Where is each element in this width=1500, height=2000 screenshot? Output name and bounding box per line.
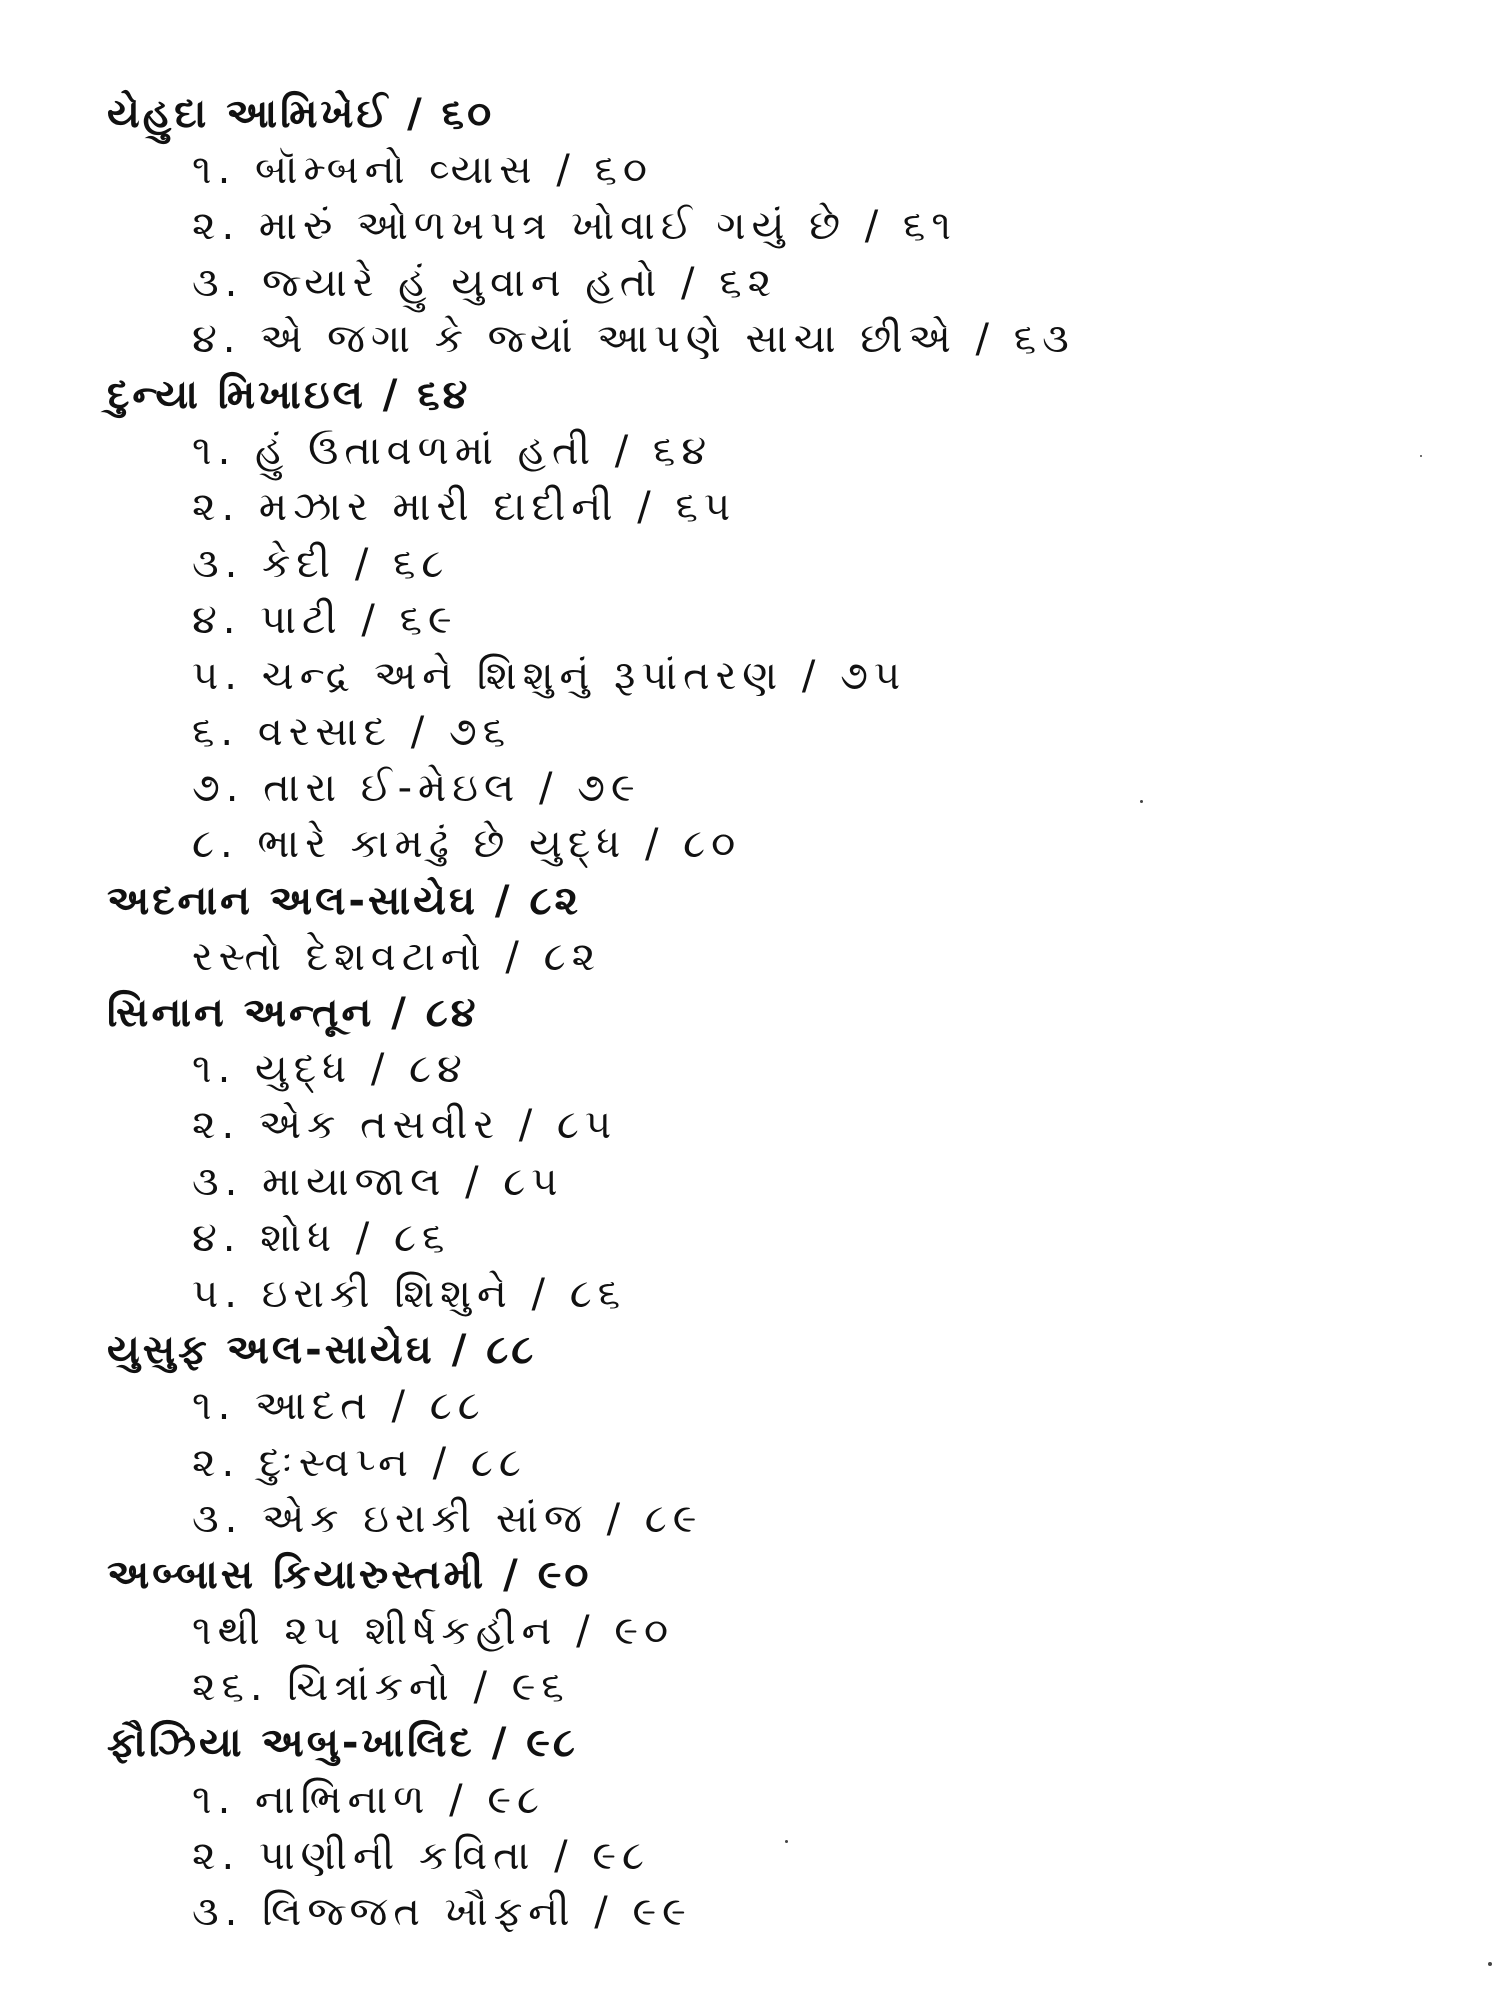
toc-entry: ૧. હું ઉતાવળમાં હતી / ૬૪ bbox=[192, 428, 713, 475]
toc-entry: ૪. શોધ / ૮૬ bbox=[192, 1214, 451, 1261]
toc-entry: ૩. લિજ્જત ખૌફની / ૯૯ bbox=[192, 1889, 692, 1935]
author-heading: અદનાન અલ-સાયેઘ / ૮૨ bbox=[107, 877, 581, 924]
toc-section-abu-khalid bbox=[0, 1715, 1500, 1940]
author-heading: દુન્યા મિખાઇલ / ૬૪ bbox=[107, 371, 471, 418]
scan-speck bbox=[785, 1840, 788, 1843]
toc-entry: ૧. યુદ્ધ / ૮૪ bbox=[192, 1046, 468, 1093]
toc-entry: ૩. એક ઇરાકી સાંજ / ૮૯ bbox=[192, 1495, 703, 1542]
toc-entry: ૫. ચન્દ્ર અને શિશુનું રૂપાંતરણ / ૭૫ bbox=[192, 652, 907, 699]
toc-entry: રસ્તો દેશવટાનો / ૮૨ bbox=[192, 933, 602, 980]
scan-speck bbox=[1488, 1962, 1492, 1966]
toc-entry: ૨. પાણીની કવિતા / ૯૮ bbox=[192, 1832, 651, 1879]
toc-section-al-sayegh-adnan bbox=[0, 873, 1500, 985]
toc-entry: ૪. એ જગા કે જ્યાં આપણે સાચા છીએ / ૬૩ bbox=[192, 315, 1075, 362]
author-heading: ફૌઝિયા અબુ-ખાલિદ / ૯૮ bbox=[107, 1720, 578, 1767]
toc-section-mikhail bbox=[0, 367, 1500, 873]
toc-entry: ૨. એક તસવીર / ૮૫ bbox=[192, 1102, 618, 1149]
toc-entry: ૨. મારું ઓળખપત્ર ખોવાઈ ગયું છે / ૬૧ bbox=[192, 203, 957, 250]
toc-entry: ૧થી ૨૫ શીર્ષકહીન / ૯૦ bbox=[192, 1608, 675, 1655]
table-of-contents bbox=[0, 86, 1500, 1940]
toc-section-kiarostami bbox=[0, 1547, 1500, 1716]
author-heading: યુસુફ અલ-સાયેઘ / ૮૮ bbox=[107, 1327, 537, 1374]
toc-entry: ૫. ઇરાકી શિશુને / ૮૬ bbox=[192, 1270, 627, 1317]
toc-entry: ૧. નાભિનાળ / ૯૮ bbox=[192, 1776, 546, 1823]
toc-entry: ૭. તારા ઈ-મેઇલ / ૭૯ bbox=[192, 765, 641, 812]
toc-section-al-sayegh-yusuf bbox=[0, 1322, 1500, 1547]
toc-entry: ૨૬. ચિત્રાંકનો / ૯૬ bbox=[192, 1664, 570, 1711]
toc-entry: ૮. ભારે કામઢું છે યુદ્ધ / ૮૦ bbox=[192, 821, 742, 868]
toc-entry: ૩. કેદી / ૬૮ bbox=[192, 540, 450, 587]
toc-entry: ૬. વરસાદ / ૭૬ bbox=[192, 709, 512, 756]
toc-entry: ૪. પાટી / ૬૯ bbox=[192, 596, 458, 643]
toc-entry: ૧. બૉમ્બનો વ્યાસ / ૬૦ bbox=[192, 147, 654, 194]
scan-speck bbox=[1140, 800, 1143, 803]
author-heading: અબ્બાસ કિયારુસ્તમી / ૯૦ bbox=[107, 1551, 592, 1598]
toc-entry: ૨. મઝાર મારી દાદીની / ૬૫ bbox=[192, 484, 737, 531]
toc-entry: ૩. જ્યારે હું યુવાન હતો / ૬૨ bbox=[192, 259, 778, 306]
author-heading: યેહુદા આમિખેઈ / ૬૦ bbox=[107, 91, 495, 137]
toc-section-amichai bbox=[0, 86, 1500, 367]
toc-entry: ૨. દુઃસ્વપ્ન / ૮૮ bbox=[192, 1439, 527, 1486]
scan-speck bbox=[1420, 455, 1422, 457]
toc-section-antoon bbox=[0, 985, 1500, 1322]
author-heading: સિનાન અન્તૂન / ૮૪ bbox=[107, 990, 479, 1036]
toc-entry: ૩. માયાજાલ / ૮૫ bbox=[192, 1158, 564, 1205]
toc-entry: ૧. આદત / ૮૮ bbox=[192, 1383, 486, 1430]
